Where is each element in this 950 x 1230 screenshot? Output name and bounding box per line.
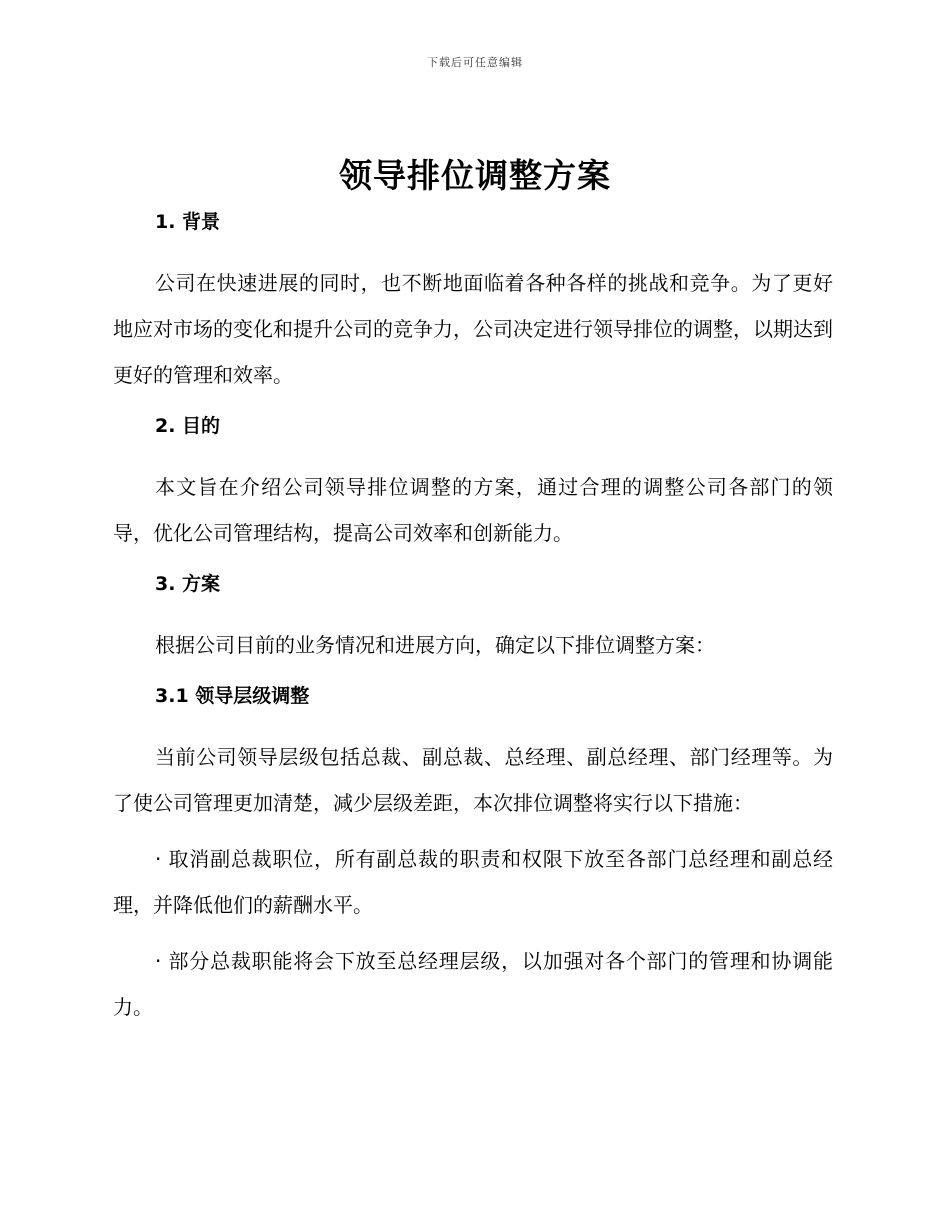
- section-heading-leadership-levels: 3.1 领导层级调整: [155, 685, 310, 707]
- section-text-background: 公司在快速进展的同时，也不断地面临着各种各样的挑战和竞争。为了更好地应对市场的变化和提升公司的竞争力，公司决定进行领导排位的调整，以期达到更好的管理和效率。: [113, 271, 833, 387]
- bullet-item-delegate-ceo: · 部分总裁职能将会下放至总经理层级，以加强对各个部门的管理和协调能力。: [113, 949, 833, 1019]
- document-body: [113, 204, 833, 1040]
- section-text-plan: 根据公司目前的业务情况和进展方向，确定以下排位调整方案：: [155, 633, 715, 657]
- document-title: 领导排位调整方案: [339, 156, 611, 195]
- section-heading-plan: 3. 方案: [155, 573, 221, 595]
- section-heading-background: 1. 背景: [155, 211, 221, 233]
- bullet-item-cancel-vp: · 取消副总裁职位，所有副总裁的职责和权限下放至各部门总经理和副总经理，并降低他们的薪酬水平。: [113, 847, 833, 917]
- section-heading-purpose: 2. 目的: [155, 415, 221, 437]
- section-text-purpose: 本文旨在介绍公司领导排位调整的方案，通过合理的调整公司各部门的领导，优化公司管理结构，提高公司效率和创新能力。: [113, 475, 833, 545]
- section-text-leadership-levels: 当前公司领导层级包括总裁、副总裁、总经理、副总经理、部门经理等。为了使公司管理更加清楚，减少层级差距，本次排位调整将实行以下措施：: [113, 745, 833, 815]
- page-header-note: 下载后可任意编辑: [427, 56, 523, 69]
